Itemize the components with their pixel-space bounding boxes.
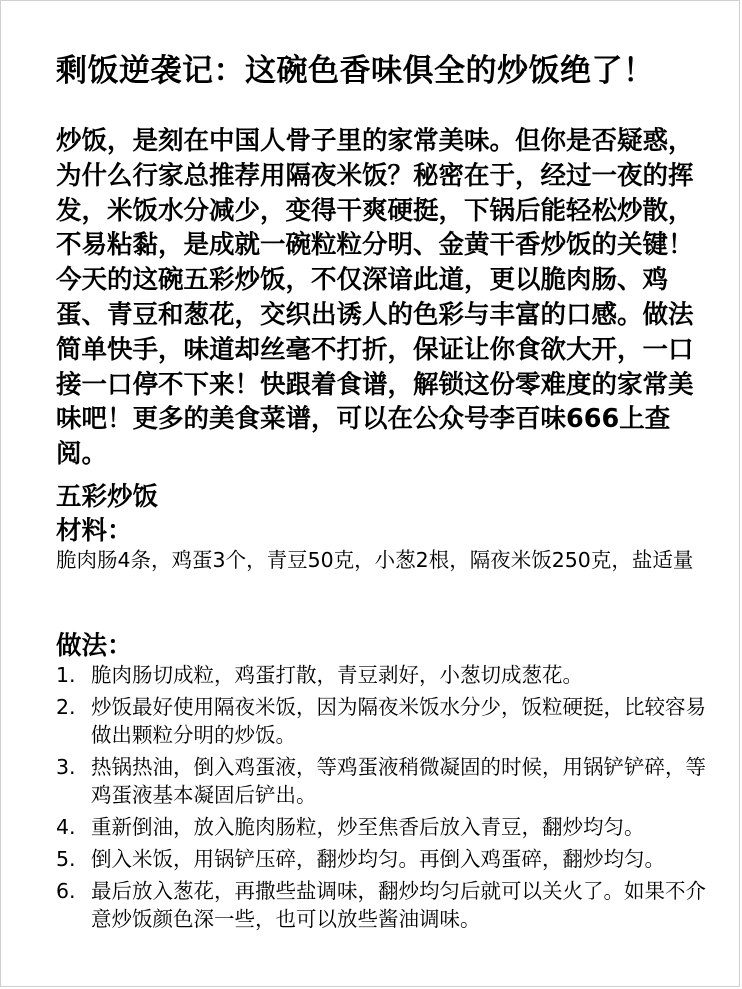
materials-text: 脆肉肠4条，鸡蛋3个，青豆50克，小葱2根，隔夜米饭250克，盐适量 bbox=[56, 548, 694, 572]
step-text: 重新倒油，放入脆肉肠粒，炒至焦香后放入青豆，翻炒均匀。 bbox=[91, 815, 645, 839]
method-step bbox=[56, 877, 721, 933]
step-text: 热锅热油，倒入鸡蛋液，等鸡蛋液稍微凝固的时候，用锅铲铲碎，等鸡蛋液基本凝固后铲出。 bbox=[91, 755, 706, 807]
intro-paragraph: 炒饭，是刻在中国人骨子里的家常美味。但你是否疑惑，为什么行家总推荐用隔夜米饭？秘密在于，经过一夜的挥发，米饭水分减少，变得干爽硬挺，下锅后能轻松炒散，不易粘黏，是成就一碗粒粒分明、金黄干香炒饭的关键！今天的这碗五彩炒饭，不仅深谙此道，更以脆肉肠、鸡蛋、青豆和葱花，交织出诱人的色彩与丰富的口感。做法简单快手，味道却丝毫不打折，保证让你食欲大开，一口接一口停不下来！快跟着食谱，解锁这份零难度的家常美味吧！更多的美食菜谱，可以在公众号李百味666上查阅。 bbox=[56, 126, 694, 470]
method-step bbox=[56, 753, 721, 809]
step-number: 6. bbox=[56, 879, 76, 903]
step-number: 5. bbox=[56, 847, 76, 871]
materials-heading: 材料： bbox=[56, 516, 133, 546]
step-number: 4. bbox=[56, 815, 76, 839]
method-step bbox=[56, 845, 721, 873]
method-step bbox=[56, 693, 721, 749]
method-heading: 做法： bbox=[56, 631, 133, 661]
step-text: 炒饭最好使用隔夜米饭，因为隔夜米饭水分少，饭粒硬挺，比较容易做出颗粒分明的炒饭。 bbox=[91, 695, 706, 747]
method-step bbox=[56, 661, 721, 689]
step-number: 2. bbox=[56, 695, 76, 719]
method-steps-list bbox=[56, 661, 721, 937]
step-text: 脆肉肠切成粒，鸡蛋打散，青豆剥好，小葱切成葱花。 bbox=[91, 663, 583, 687]
method-step bbox=[56, 813, 721, 841]
step-text: 最后放入葱花，再撒些盐调味，翻炒均匀后就可以关火了。如果不介意炒饭颜色深一些，也可以放些酱油调味。 bbox=[91, 879, 706, 931]
article-title: 剩饭逆袭记：这碗色香味俱全的炒饭绝了！ bbox=[56, 53, 655, 89]
step-text: 倒入米饭，用锅铲压碎，翻炒均匀。再倒入鸡蛋碎，翻炒均匀。 bbox=[91, 847, 665, 871]
step-number: 3. bbox=[56, 755, 76, 779]
step-number: 1. bbox=[56, 663, 76, 687]
recipe-name: 五彩炒饭 bbox=[56, 482, 159, 512]
